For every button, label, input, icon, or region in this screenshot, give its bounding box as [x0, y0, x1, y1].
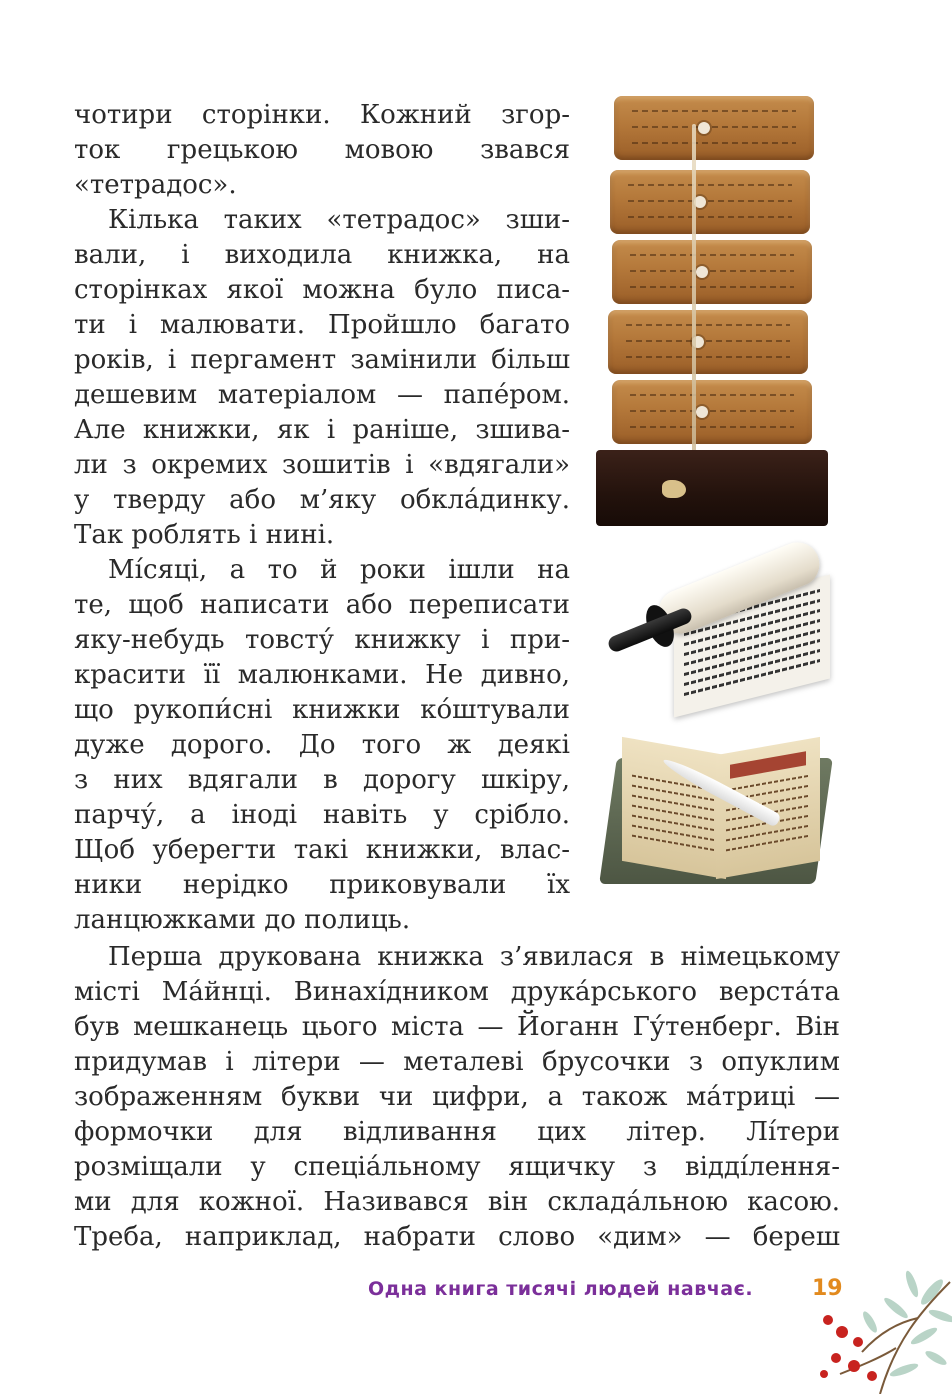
paragraph-4 [74, 940, 840, 1255]
text-column [74, 98, 570, 938]
text-line: сторінках якої можна було писа- [74, 275, 570, 305]
text-line: з них вдягали в дорогу шкіру, [74, 765, 570, 795]
text-line: Але книжки, як і раніше, зшива- [74, 415, 570, 445]
text-line: придумав і літери — металеві брусочки з опуклим [74, 1047, 840, 1077]
text-line: Щоб уберегти такі книжки, влас- [74, 835, 570, 865]
old-book-image [604, 738, 828, 888]
text-line: Мі́сяці, а то й роки ішли на [108, 555, 570, 585]
palm-leaf-manuscript-image [596, 96, 828, 528]
text-line: красити її малюнками. Не дивно, [74, 660, 570, 690]
text-line: що рукопи́сні книжки ко́штували [74, 695, 570, 725]
paragraph-1 [74, 98, 570, 203]
text-line: чотири сторінки. Кожний згор- [74, 100, 570, 130]
text-line: ток грецькою мовою звався [74, 135, 570, 165]
text-line: яку-небудь товсту́ книжку і при- [74, 625, 570, 655]
text-line: ли з окремих зошитів і «вдягали» [74, 450, 570, 480]
text-line: ти і малювати. Пройшло багато [74, 310, 570, 340]
text-line: дешевим матеріалом — папе́ром. [74, 380, 570, 410]
text-line: Так роблять і нині. [74, 520, 335, 550]
text-line: формочки для відливання цих літер. Лі́тери [74, 1117, 840, 1147]
decorative-branch-icon [800, 1262, 952, 1394]
manuscript-leaf [612, 240, 812, 304]
manuscript-leaf [608, 310, 808, 374]
paragraph-2 [74, 203, 570, 553]
binding-string [692, 124, 696, 484]
scroll-image [604, 560, 838, 705]
footer-proverb: Одна книга тисячі людей навчає. [368, 1278, 754, 1300]
text-line: у тверду або м’яку обкла́динку. [74, 485, 570, 515]
full-width-text [74, 940, 840, 1255]
text-line: розміщали у спеціа́льному ящичку з відді́лення- [74, 1152, 840, 1182]
text-line: зображенням букви чи цифри, а також ма́триці — [74, 1082, 840, 1112]
text-line: ми для кожної. Називався він склада́льною касою. [74, 1187, 840, 1217]
text-line: років, і пергамент замінили більш [74, 345, 570, 375]
text-line: ланцюжками до полиць. [74, 905, 411, 935]
text-line: Кілька таких «тетрадос» зши- [108, 205, 570, 235]
manuscript-leaf [610, 170, 810, 234]
wooden-cover [596, 450, 828, 526]
book-left-page [622, 737, 726, 879]
text-line: ники нерідко приковували їх [74, 870, 570, 900]
text-line: Треба, наприклад, набрати слово «дим» — береш [74, 1222, 840, 1252]
paragraph-3 [74, 553, 570, 938]
text-line: був мешканець цього міста — Йоганн Гу́тенберг. Він [74, 1012, 840, 1042]
text-line: Перша друкована книжка з’явилася в німецькому [108, 942, 840, 972]
text-line: «тетрадос». [74, 170, 237, 200]
manuscript-leaf [614, 96, 814, 160]
text-line: парчу́, а іноді навіть у срібло. [74, 800, 570, 830]
manuscript-leaf [612, 380, 812, 444]
text-line: те, щоб написати або переписати [74, 590, 570, 620]
text-line: дуже дорого. До того ж деякі [74, 730, 570, 760]
text-line: місті Ма́йнці. Винахі́дником друка́рського верста́та [74, 977, 840, 1007]
page-number: 19 [812, 1276, 843, 1301]
text-line: вали, і виходила книжка, на [74, 240, 570, 270]
